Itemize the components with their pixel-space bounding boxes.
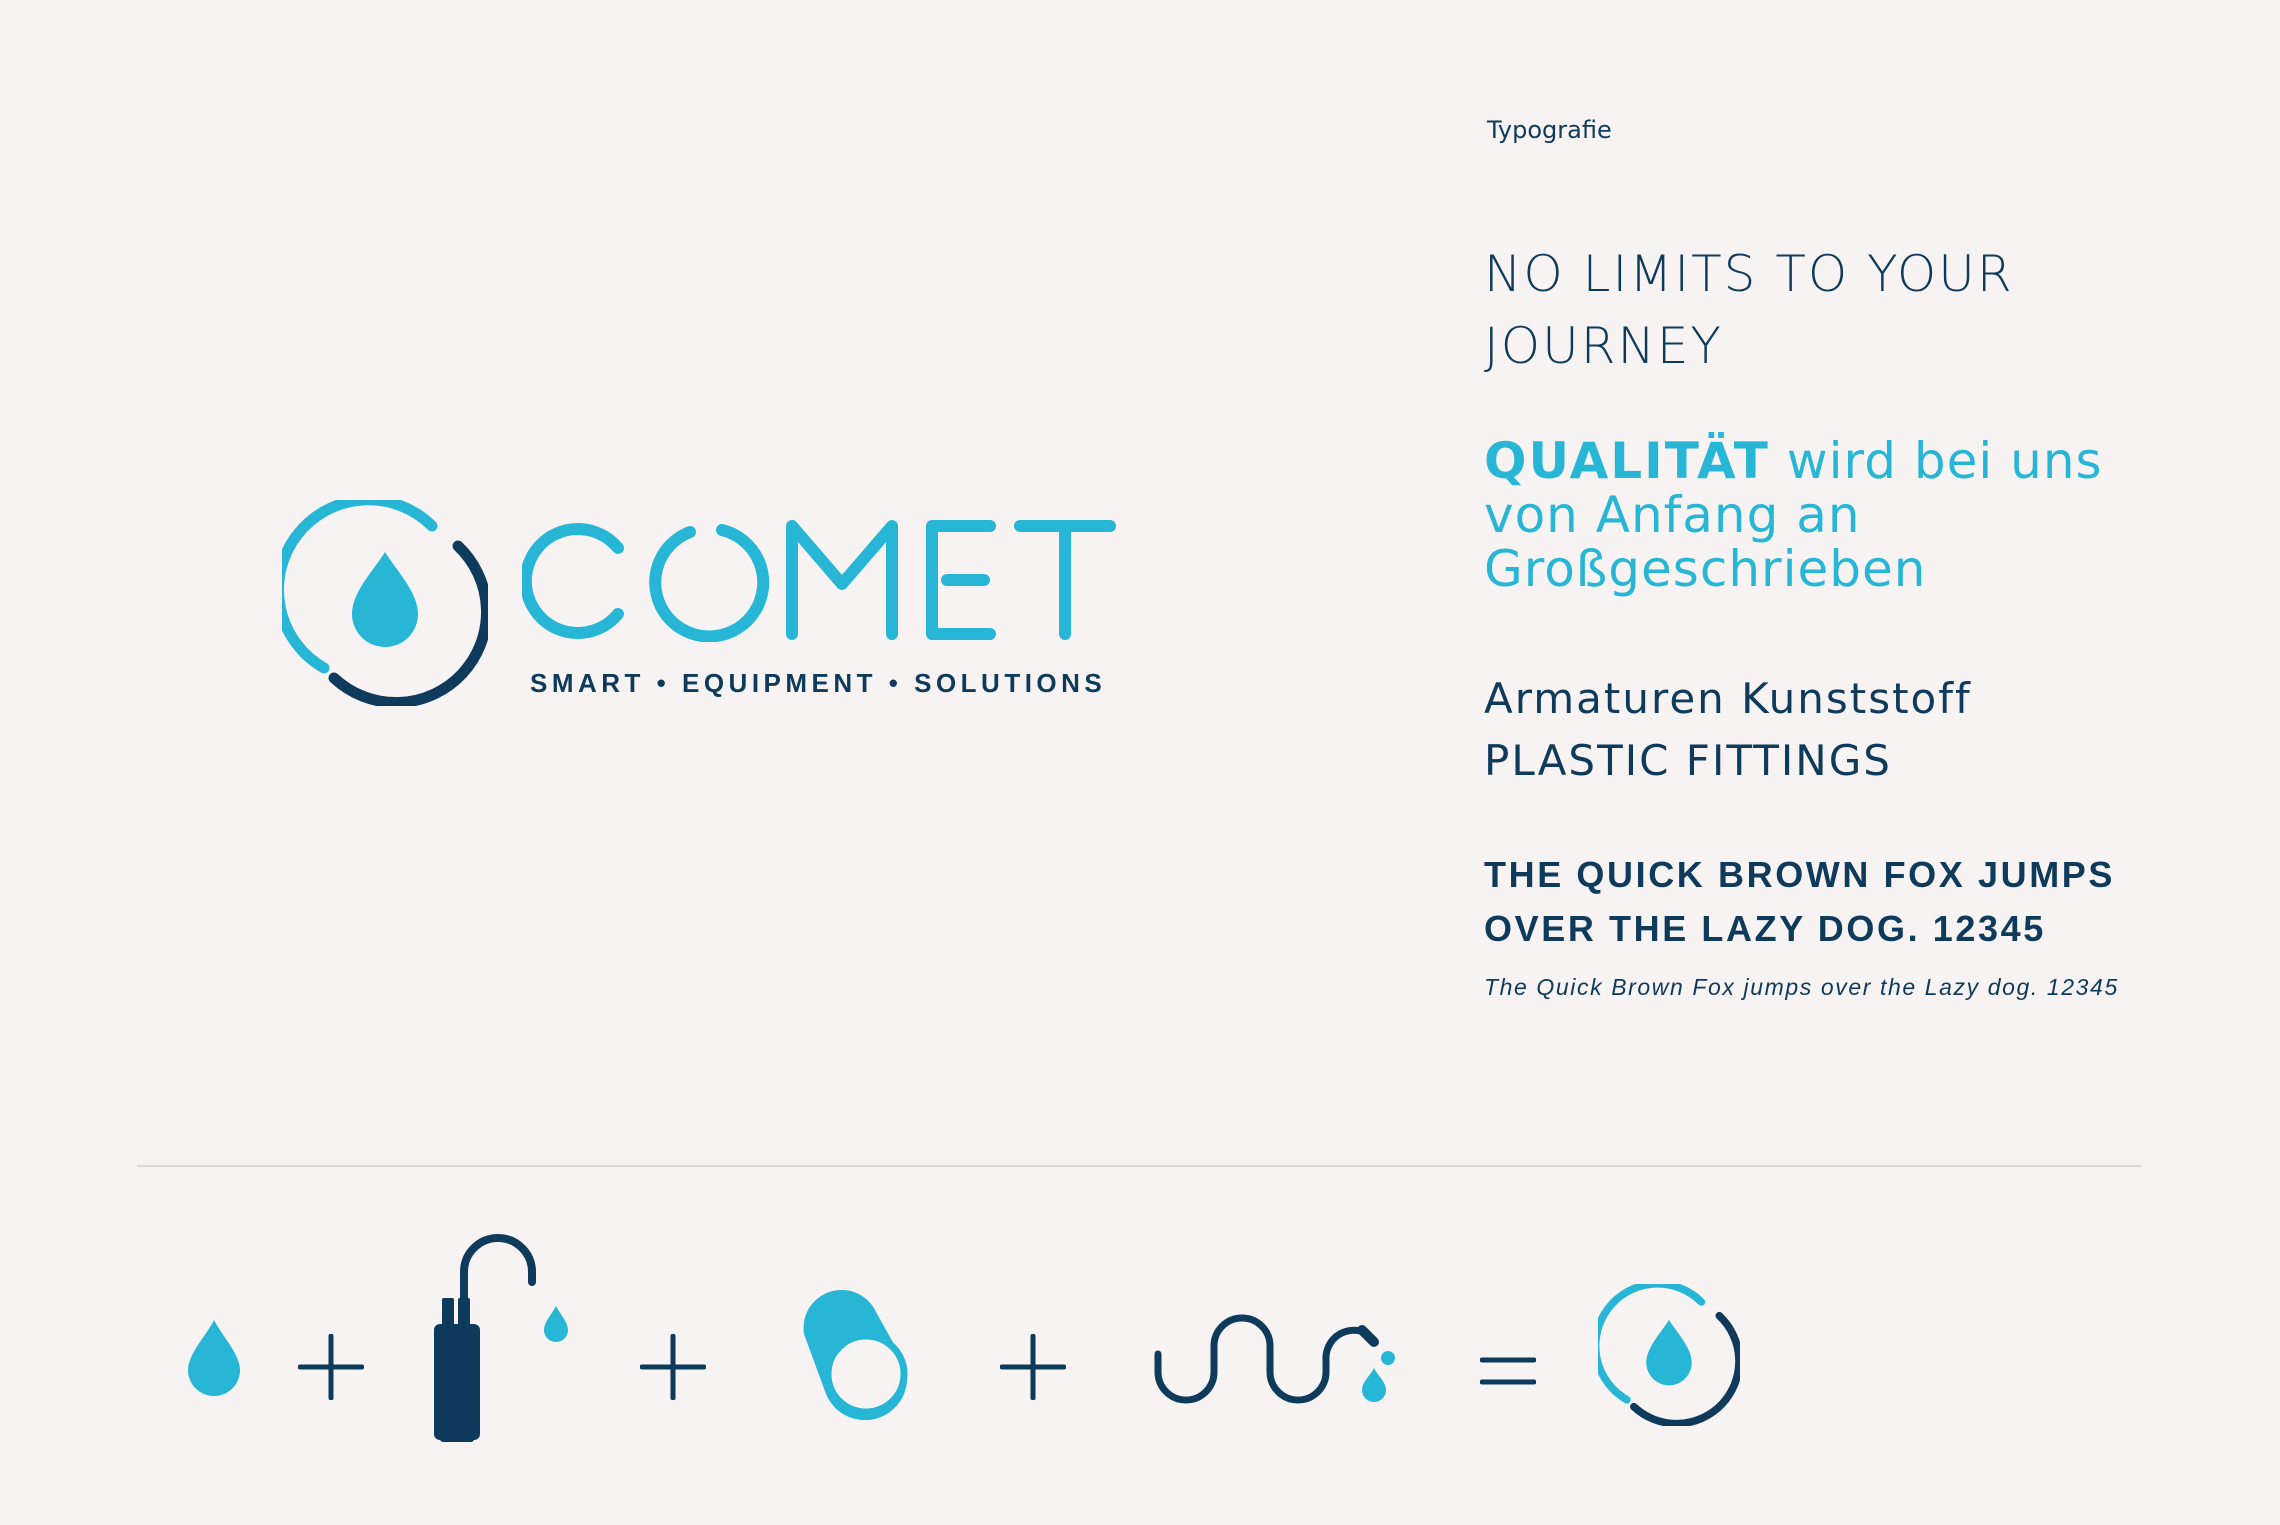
headline-line-1: NO LIMITS TO YOUR (1484, 245, 2014, 303)
headline-sample (1484, 238, 2184, 382)
fitting-icon (796, 1290, 912, 1420)
plus-icon (298, 1334, 364, 1400)
comet-wordmark (522, 518, 1118, 642)
section-label: Typografie (1487, 116, 1612, 144)
product-sample (1484, 668, 2184, 792)
drop-icon (186, 1318, 242, 1396)
quality-line-2: von Anfang an (1484, 486, 1861, 544)
quality-strong: QUALITÄT (1484, 432, 1770, 490)
equals-icon (1480, 1354, 1536, 1388)
quality-sample (1484, 434, 2224, 596)
caps-line-2: OVER THE LAZY DOG. 12345 (1484, 908, 2046, 949)
divider (137, 1165, 2142, 1167)
logo-tagline: SMART • EQUIPMENT • SOLUTIONS (530, 668, 1107, 698)
hose-icon (1152, 1310, 1396, 1410)
quality-rest: wird bei uns (1769, 432, 2103, 490)
headline-line-2: JOURNEY (1484, 317, 1723, 375)
plus-icon (640, 1334, 706, 1400)
sample-line-1: Armaturen Kunststoff (1484, 674, 1972, 723)
plus-icon (1000, 1334, 1066, 1400)
comet-logo-icon (1598, 1284, 1740, 1426)
caps-sample (1484, 848, 2244, 956)
italic-sample: The Quick Brown Fox jumps over the Lazy dog. 12345 (1484, 974, 2119, 1000)
comet-wordmark-text: COMET (522, 518, 526, 519)
sample-line-2: PLASTIC FITTINGS (1484, 736, 1892, 785)
quality-line-3: Großgeschrieben (1484, 540, 1927, 598)
faucet-icon (428, 1228, 574, 1444)
quality-line-1 (1484, 434, 2224, 488)
comet-logo-mark-icon (282, 500, 488, 706)
caps-line-1: THE QUICK BROWN FOX JUMPS (1484, 854, 2116, 895)
